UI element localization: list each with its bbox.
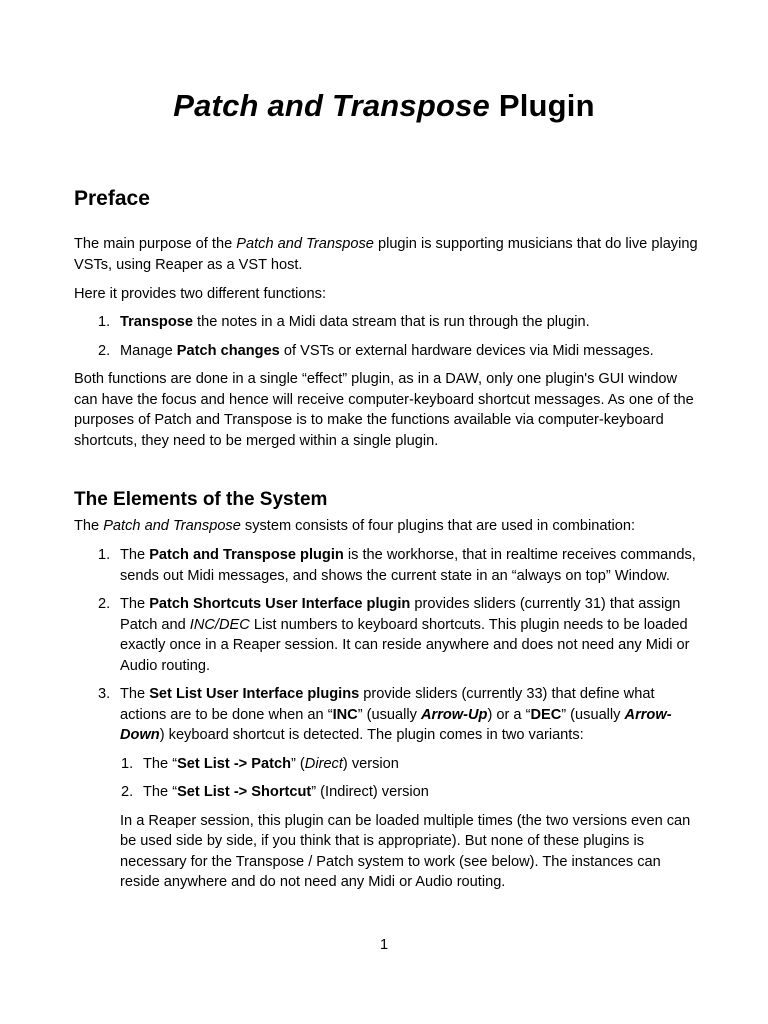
list-item: 2. The “Set List -> Shortcut” (Indirect) version — [121, 784, 429, 800]
set-list-note: In a Reaper session, this plugin can be loaded multiple times (the two versions even can be used side by side, if you think that is appropriate). But none of these plugins is necessary for the Transpose / Patch system to work (see below). The instances can reside anywhere and do not need any Midi or Audio routing. — [120, 812, 691, 890]
title-italic: Patch and Transpose — [173, 88, 491, 123]
preface-paragraph-1: The main purpose of the Patch and Transpose plugin is supporting musicians that do live playing VSTs, using Reaper as a VST host. — [74, 236, 698, 273]
elements-plugin-list — [74, 545, 704, 893]
document-page — [74, 0, 704, 1024]
document-title — [0, 88, 768, 124]
list-item: 1. The Patch and Transpose plugin is the workhorse, that in realtime receives commands, sends out Midi messages, and shows the current state in an “always on top” Window. — [98, 547, 696, 584]
page-number: 1 — [379, 937, 389, 953]
list-item: 2. The Patch Shortcuts User Interface plugin provides sliders (currently 31) that assign Patch and INC/DEC List numbers to keyboard shortcuts. This plugin needs to be loaded exactly once in a Reaper session. It can reside anywhere and does not need any Midi or Audio routing. — [98, 596, 690, 674]
list-item: 3. The Set List User Interface plugins provide sliders (currently 33) that define what actions are to be done when an “INC” (usually Arrow-Up) or a “DEC” (usually Arrow-Down) keyboard shortcut is detected. The plugin comes in two variants: 1. The “Set List -> Patch” (Direct) version 2. The “Set List -> Shortcut” (Indirect) version In a Reaper session, this plugin can be loaded multiple times (the two versions even can be used side by side, if you think that is appropriate). But none of these plugins is necessary for the Transpose / Patch system to work (see below). The instances can reside anywhere and do not need any Midi or Audio routing. — [74, 684, 704, 893]
preface-paragraph-2: Here it provides two different functions: — [74, 286, 327, 302]
preface-paragraph-3: Both functions are done in a single “effect” plugin, as in a DAW, only one plugin's GUI window can have the focus and hence will receive computer-keyboard shortcut messages. As one of the purposes of Patch and Transpose is to make the functions available via computer-keyboard shortcuts, they need to be merged within a single plugin. — [74, 371, 694, 449]
list-item: 2. Manage Patch changes of VSTs or external hardware devices via Midi messages. — [98, 342, 654, 359]
heading-elements: The Elements of the System — [74, 489, 328, 510]
list-item: 1. The “Set List -> Patch” (Direct) version — [121, 755, 399, 772]
preface-function-list — [74, 312, 704, 361]
list-item: 1. Transpose the notes in a Midi data stream that is run through the plugin. — [98, 314, 590, 330]
heading-preface: Preface — [74, 187, 150, 210]
set-list-variants — [74, 754, 704, 803]
elements-intro: The Patch and Transpose system consists of four plugins that are used in combination: — [74, 518, 636, 534]
title-rest: Plugin — [490, 88, 595, 123]
